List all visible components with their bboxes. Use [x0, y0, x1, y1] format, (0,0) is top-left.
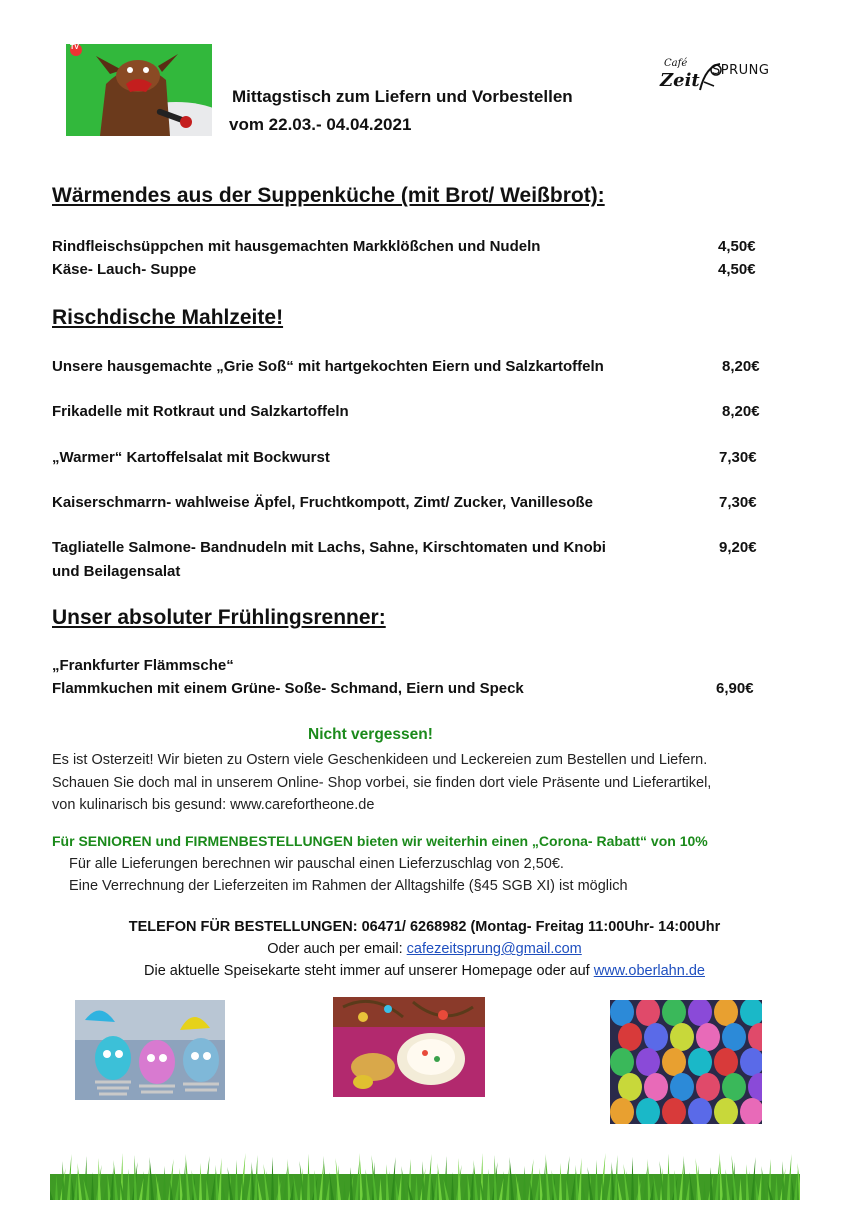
colored-eggs-photo — [610, 1000, 762, 1124]
delivery-fee-note: Für alle Lieferungen berechnen wir pauschal einen Lieferzuschlag von 2,50€. — [69, 856, 564, 872]
email-link[interactable]: cafezeitsprung@gmail.com — [406, 941, 582, 957]
egg-shape — [644, 1023, 668, 1051]
menu-date-range: vom 22.03.- 04.04.2021 — [229, 115, 412, 134]
egg-shape — [644, 1073, 668, 1101]
easter-egg-cups-photo — [75, 1000, 225, 1100]
menu-item-price: 8,20€ — [722, 358, 760, 375]
grass-border — [50, 1140, 800, 1200]
egg-shape — [618, 1073, 642, 1101]
egg-shape — [662, 1048, 686, 1076]
menu-item-price: 4,50€ — [718, 238, 756, 255]
cafe-zeitsprung-logo — [660, 56, 770, 100]
egg-shape — [610, 1048, 634, 1076]
section-title-soups: Wärmendes aus der Suppenküche (mit Brot/ Weißbrot): — [52, 184, 605, 207]
menu-item-name: Kaiserschmarrn- wahlweise Äpfel, Fruchtkompott, Zimt/ Zucker, Vanillesoße — [52, 494, 593, 511]
egg-shape — [688, 1048, 712, 1076]
menu-item-price: 4,50€ — [718, 261, 756, 278]
menu-item-name: Tagliatelle Salmone- Bandnudeln mit Lachs, Sahne, Kirschtomaten und Knobi — [52, 539, 606, 556]
logo-zeit-text: Zeit — [660, 70, 700, 91]
menu-item-name: Unsere hausgemachte „Grie Soß“ mit hartgekochten Eiern und Salzkartoffeln — [52, 358, 604, 375]
email-line — [0, 938, 849, 960]
menu-item-name-cont: und Beilagensalat — [52, 563, 181, 580]
logo-sprung-text: SPRUNG — [712, 63, 770, 78]
seniors-discount-headline: Für SENIOREN und FIRMENBESTELLUNGEN bieten wir weiterhin einen „Corona- Rabatt“ von 10% — [52, 833, 708, 849]
menu-item-name: Käse- Lauch- Suppe — [52, 261, 197, 278]
egg-shape — [722, 1023, 746, 1051]
menu-item-price: 8,20€ — [722, 403, 760, 420]
section-title-mains: Rischdische Mahlzeite! — [52, 306, 284, 329]
menu-item-description: Flammkuchen mit einem Grüne- Soße- Schmand, Eiern und Speck — [52, 680, 524, 697]
menu-item-price: 7,30€ — [719, 494, 757, 511]
menu-title: Mittagstisch zum Liefern und Vorbestellen — [232, 87, 573, 106]
egg-shape — [618, 1023, 642, 1051]
menu-item-name: „Frankfurter Flämmsche“ — [52, 657, 234, 674]
egg-shape — [636, 1048, 660, 1076]
homepage-prefix: Die aktuelle Speisekarte steht immer auf unserer Homepage oder auf — [144, 963, 594, 979]
email-prefix: Oder auch per email: — [267, 941, 407, 957]
reminder-line-1: Es ist Osterzeit! Wir bieten zu Ostern viele Geschenkideen und Leckereien zum Bestellen und Liefern. — [52, 752, 708, 768]
egg-shape — [670, 1023, 694, 1051]
easter-table-photo — [333, 997, 485, 1097]
menu-item-price: 9,20€ — [719, 539, 757, 556]
reminder-line-3: von kulinarisch bis gesund: www.carefortheone.de — [52, 797, 375, 813]
menu-item-name: Frikadelle mit Rotkraut und Salzkartoffeln — [52, 403, 349, 420]
alltagshilfe-note: Eine Verrechnung der Lieferzeiten im Rahmen der Alltagshilfe (§45 SGB XI) ist möglich — [69, 878, 628, 894]
tv-badge: TV — [70, 44, 79, 51]
reminder-line-2: Schauen Sie doch mal in unserem Online- Shop vorbei, sie finden dort viele Präsente und Lieferartikel, — [52, 775, 712, 791]
egg-shape — [722, 1073, 746, 1101]
logo-cafe-text: Café — [664, 58, 688, 69]
reminder-title: Nicht vergessen! — [308, 726, 433, 743]
phone-line: TELEFON FÜR BESTELLUNGEN: 06471/ 6268982 (Montag- Freitag 11:00Uhr- 14:00Uhr — [128, 919, 721, 935]
menu-item-name: „Warmer“ Kartoffelsalat mit Bockwurst — [52, 449, 330, 466]
egg-shape — [696, 1073, 720, 1101]
egg-shape — [696, 1023, 720, 1051]
egg-shape — [714, 1048, 738, 1076]
puppet-photo — [66, 44, 212, 136]
menu-item-price: 6,90€ — [716, 680, 754, 697]
egg-shape — [670, 1073, 694, 1101]
menu-item-name: Rindfleischsüppchen mit hausgemachten Markklößchen und Nudeln — [52, 238, 541, 255]
section-title-spring-special: Unser absoluter Frühlingsrenner: — [52, 606, 386, 629]
menu-item-price: 7,30€ — [719, 449, 757, 466]
website-link[interactable]: www.oberlahn.de — [593, 963, 705, 979]
homepage-line — [0, 960, 849, 982]
